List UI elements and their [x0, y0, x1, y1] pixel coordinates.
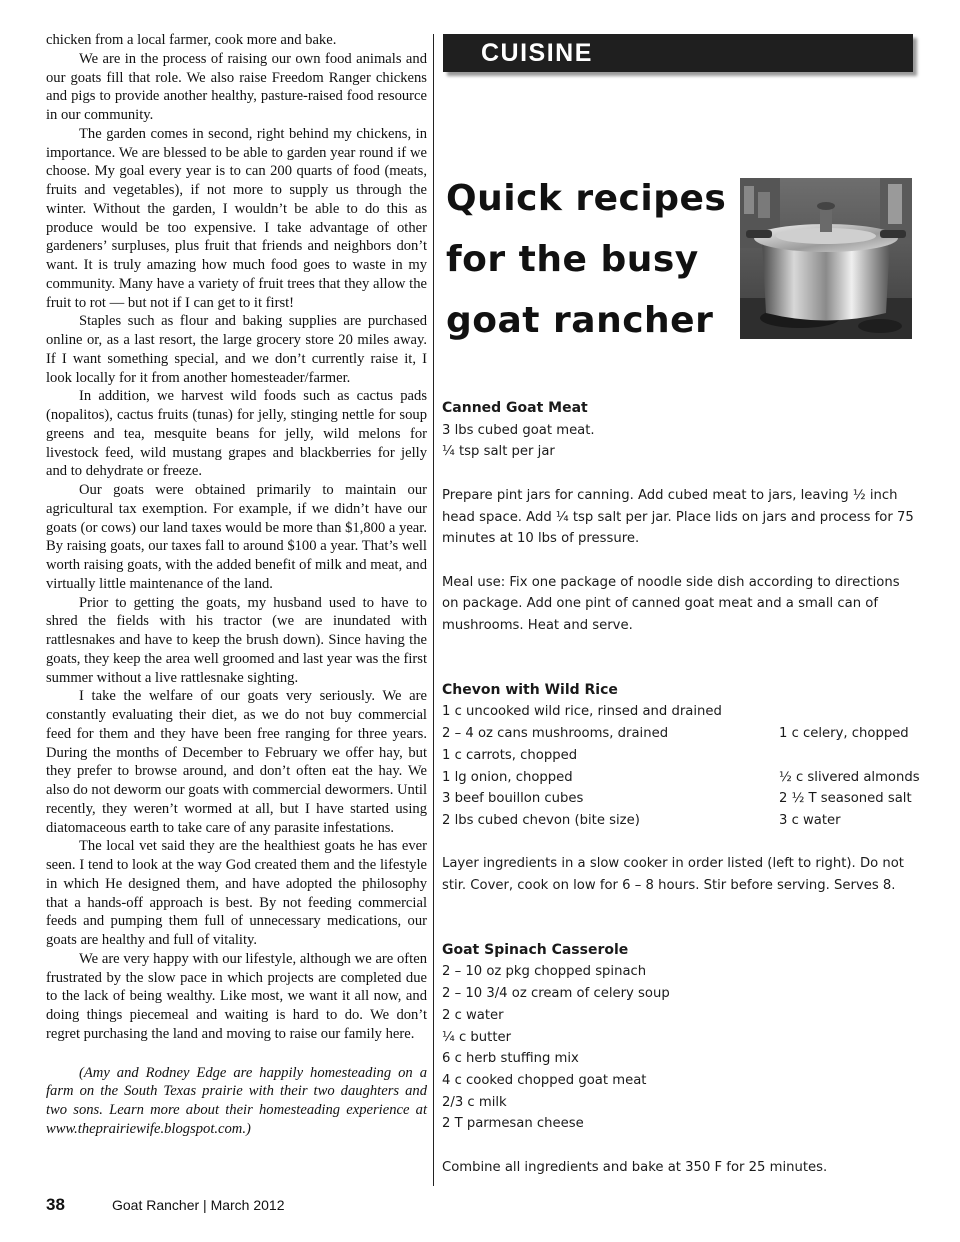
ingredient-line: 6 c herb stuffing mix	[442, 1051, 579, 1067]
article-paragraph: Prior to getting the goats, my husband used to have to shred the fields with his tractor (we are inundated with rattlesnakes and have to keep the brush down). Since having the goats, they keep the area well groomed and last year was the first summer without a live rattlesnake sighting.	[46, 594, 427, 686]
article-paragraph: The local vet said they are the healthiest goats he has ever seen. I tend to look at the way God created them and the lifestyle in which He designed them, and have adopted the philosophy that a hands-off approach is best. By not feeding commercial feeds and pumping them full of unnecessary medications, our goats are healthy and full of vitality.	[46, 838, 427, 948]
ingredient-row	[442, 810, 920, 832]
headline-line: goat rancher	[446, 300, 714, 341]
ingredient-line: 2 T parmesan cheese	[442, 1116, 584, 1132]
pressure-cooker-photo	[740, 178, 912, 339]
article-paragraph: We are very happy with our lifestyle, although we are often frustrated by the slow pace in which projects are completed due to the lack of being wealthy. Like most, we want it all now, and doing things piecemeal and waiting is hard to do. We don’t regret purchasing the land and moving to raise our family here.	[46, 950, 427, 1042]
ingredient-line: ½ c slivered almonds	[779, 769, 920, 785]
page-number: 38	[46, 1195, 65, 1214]
author-bio: (Amy and Rodney Edge are happily homesteading on a farm on the South Texas prairie with their two daughters and two sons. Learn more about their homesteading experience at www.theprairiewife.blogspot.com.)	[46, 1064, 427, 1137]
headline-line: Quick recipes	[446, 178, 727, 219]
ingredient-line: ¼ tsp salt per jar	[442, 444, 555, 460]
recipe-meal-use: Meal use: Fix one package of noodle side dish according to directions on package. Add one pint of canned goat meat and a small can of mushrooms. Heat and serve.	[442, 574, 900, 633]
article-paragraph: Staples such as flour and baking supplies are purchased online or, as a last resort, the large grocery store 20 miles away. If I want something special, and we don’t currently raise it, I look locally for it from another homesteader/farmer.	[46, 313, 427, 386]
recipes-section	[442, 398, 920, 1178]
headline	[446, 168, 736, 351]
ingredient-line: 2 – 10 3/4 oz cream of celery soup	[442, 986, 670, 1002]
article-paragraph: chicken from a local farmer, cook more and bake.	[46, 32, 337, 48]
ingredient-line: 2 ½ T seasoned salt	[779, 791, 912, 807]
section-label: CUISINE	[481, 39, 593, 67]
article-paragraph: In addition, we harvest wild foods such as cactus pads (nopalitos), cactus fruits (tunas) for jelly, stinging nettle for soup greens and tea, mesquite beans for jelly, wild melons for livestock feed, wild mustang grapes and blackberries for jelly and to dehydrate or freeze.	[46, 388, 427, 480]
article-paragraph: The garden comes in second, right behind my chickens, in importance. We are blessed to be able to garden year round if we choose. My goal every year is to can 200 quarts of food (meats, fruits and vegetables), if not more to supply us through the winter. Without the garden, I wouldn’t be able to do this as produce would be too expensive. I take advantage of other gardeners’ surpluses, plus fruit that friends and neighbors don’t want. It is truly amazing how much food goes to waste in my community. Many have a variety of fruit trees that they allow the fruit to rot — but not if I can get to it first!	[46, 125, 427, 311]
ingredient-line: 2 lbs cubed chevon (bite size)	[442, 812, 640, 828]
article-column	[46, 31, 427, 1139]
ingredient-line: 2/3 c milk	[442, 1094, 507, 1110]
recipe-title: Goat Spinach Casserole	[442, 941, 629, 958]
ingredient-line: 2 – 10 oz pkg chopped spinach	[442, 964, 647, 980]
ingredient-line: 1 c carrots, chopped	[442, 747, 578, 763]
article-paragraph: We are in the process of raising our own food animals and our goats fill that role. We also raise Freedom Ranger chickens and pigs to provide another healthy, pasture-raised food resource in our community.	[46, 50, 427, 123]
ingredient-line: ¼ c butter	[442, 1029, 512, 1045]
article-paragraph: Our goats were obtained primarily to maintain our agricultural tax exemption. For example, if we didn’t have our goats (or cows) our land taxes would be more than $1,800 a year. By raising goats, our taxes fall to around $100 a year. That’s well worth raising goats, with the added benefit of milk and meat, and virtually little maintenance of the land.	[46, 482, 427, 592]
recipe-title: Chevon with Wild Rice	[442, 681, 618, 698]
recipe-directions: Prepare pint jars for canning. Add cubed meat to jars, leaving ½ inch head space. Add ¼ tsp salt per jar. Place lids on jars and process for 75 minutes at 10 lbs of pressure.	[442, 487, 914, 547]
article-paragraph: I take the welfare of our goats very seriously. We are constantly evaluating their diet, as we do not buy commercial feed for them and they have been free ranging for three years. During the months of December to February we offer hay, but they prefer to browse around, and don’t often eat the hay. We also do not deworm our goats with commercial dewormers. Until recently, they weren’t wormed at all, but I have started using diatomaceous earth to take care of any parasite infestations.	[46, 688, 427, 836]
ingredient-line: 1 c celery, chopped	[779, 726, 909, 742]
ingredient-row	[442, 767, 920, 789]
ingredient-line: 3 c water	[779, 812, 841, 828]
section-banner	[443, 34, 913, 72]
recipe-directions: Layer ingredients in a slow cooker in order listed (left to right). Do not stir. Cover, cook on low for 6 – 8 hours. Stir before serving. Serves 8.	[442, 856, 904, 894]
magazine-issue: Goat Rancher | March 2012	[112, 1197, 285, 1213]
ingredient-line: 2 c water	[442, 1007, 504, 1023]
ingredient-row	[442, 745, 920, 767]
ingredient-line: 3 beef bouillon cubes	[442, 791, 584, 807]
ingredient-row	[442, 723, 920, 745]
recipe-title: Canned Goat Meat	[442, 400, 588, 416]
ingredient-line: 1 lg onion, chopped	[442, 769, 573, 785]
ingredient-line: 4 c cooked chopped goat meat	[442, 1072, 647, 1088]
ingredient-row	[442, 788, 920, 810]
ingredient-line: 1 c uncooked wild rice, rinsed and drained	[442, 704, 722, 720]
page-footer	[46, 1195, 285, 1215]
ingredient-line: 2 – 4 oz cans mushrooms, drained	[442, 726, 669, 742]
recipe-directions: Combine all ingredients and bake at 350 F for 25 minutes.	[442, 1159, 828, 1175]
ingredient-line: 3 lbs cubed goat meat.	[442, 422, 595, 438]
ingredient-row	[442, 701, 920, 723]
column-divider	[433, 34, 434, 1186]
headline-line: for the busy	[446, 239, 699, 280]
